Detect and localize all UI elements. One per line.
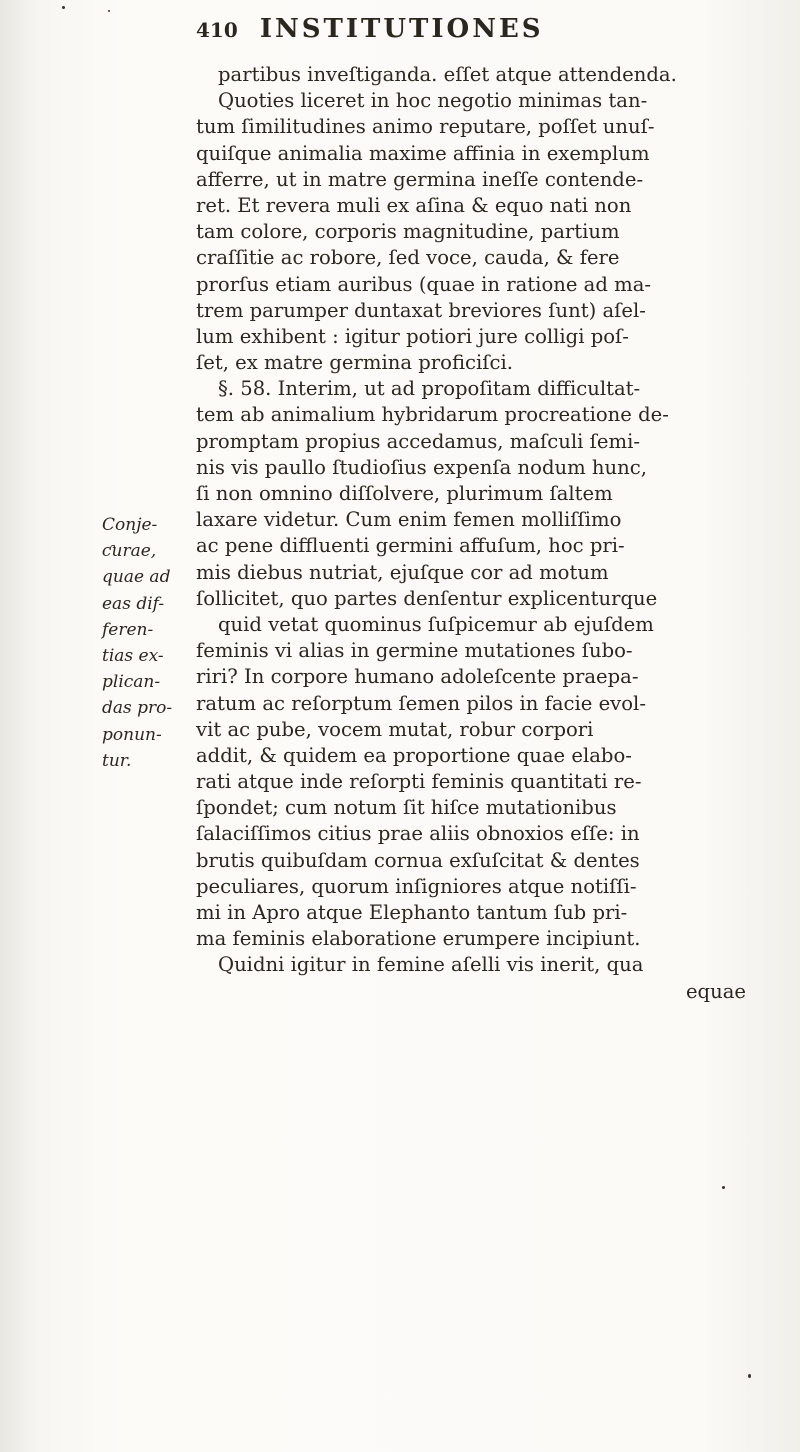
page-number: 410 xyxy=(196,18,238,42)
text-line: ſalaciſſimos citius prae aliis obnoxios eſſe: in xyxy=(196,822,640,846)
text-line: ratum ac reſorptum ſemen pilos in facie evol- xyxy=(196,691,646,715)
margin-note-line: tias ex- xyxy=(102,645,164,666)
text-line: partibus inveſtiganda. eſſet atque attendenda. xyxy=(218,63,677,86)
text-line: prorſus etiam auribus (quae in ratione ad ma- xyxy=(196,272,652,296)
margin-note-line: ponun- xyxy=(102,724,162,745)
ink-speck xyxy=(108,10,110,12)
text-line: mis diebus nutriat, ejuſque cor ad motum xyxy=(196,560,609,584)
text-line: quid vetat quominus ſuſpicemur ab ejuſdem xyxy=(218,612,654,636)
ink-speck xyxy=(748,1374,751,1378)
running-title: INSTITUTIONES xyxy=(259,14,544,44)
text-line: mi in Apro atque Elephanto tantum ſub pri- xyxy=(196,901,628,924)
margin-note-line: ƈurae, xyxy=(102,541,157,562)
margin-note xyxy=(102,512,192,774)
text-line: peculiares, quorum inſigniores atque notiſſi- xyxy=(196,874,637,898)
text-line: ac pene diffluenti germini affuſum, hoc pri- xyxy=(196,534,625,558)
catchword: equae xyxy=(685,979,746,1003)
text-line: craſſitie ac robore, ſed voce, cauda, & fere xyxy=(196,246,620,270)
text-line: feminis vi alias in germine mutationes ſubo- xyxy=(196,639,633,663)
text-line: ret. Et revera muli ex aſina & equo nati non xyxy=(196,193,632,217)
text-line: lum exhibent : igitur potiori jure colligi poſ- xyxy=(196,324,629,348)
text-line: laxare videtur. Cum enim femen molliſſimo xyxy=(196,508,622,532)
text-line: tum ſimilitudines animo reputare, poſſet unuſ- xyxy=(196,115,655,139)
text-line: tam colore, corporis magnitudine, partium xyxy=(196,220,620,244)
ink-speck xyxy=(722,1186,725,1189)
text-line: afferre, ut in matre germina ineſſe contende- xyxy=(196,167,644,191)
margin-note-line: tur. xyxy=(102,750,132,771)
text-line: promptam propius accedamus, maſculi ſemi- xyxy=(196,429,640,453)
margin-note-line: das pro- xyxy=(102,698,173,719)
text-line: Quoties liceret in hoc negotio minimas tan- xyxy=(218,89,648,113)
text-line: Quidni igitur in femine aſelli vis inerit, qua xyxy=(218,953,644,977)
text-line: ſpondet; cum notum ſit hiſce mutationibus xyxy=(196,796,617,820)
text-line: quiſque animalia maxime affinia in exemplum xyxy=(196,141,650,165)
paragraph-start-line: §. 58. Interim, ut ad propoſitam difficultat- xyxy=(218,377,641,401)
text-line: vit ac pube, vocem mutat, robur corpori xyxy=(196,717,594,741)
text-line: addit, & quidem ea proportione quae elabo- xyxy=(196,743,632,767)
text-line: ma feminis elaboratione erumpere incipiunt. xyxy=(196,927,641,951)
text-line: riri? In corpore humano adoleſcente praepa- xyxy=(196,665,639,689)
body-text xyxy=(196,62,756,1005)
text-line: trem parumper duntaxat breviores ſunt) aſel- xyxy=(196,298,646,322)
margin-note-line: feren- xyxy=(102,619,154,640)
margin-note-line: eas dif- xyxy=(102,593,165,614)
margin-note-line: plican- xyxy=(102,672,161,693)
text-line: rati atque inde reſorpti feminis quantitati re- xyxy=(196,770,642,794)
ink-speck xyxy=(62,6,65,9)
running-header xyxy=(196,14,736,44)
text-line: tem ab animalium hybridarum procreatione de- xyxy=(196,403,669,427)
text-line: ſet, ex matre germina proficiſci. xyxy=(196,351,513,375)
margin-note-line: quae ad xyxy=(102,567,171,588)
text-line: ſi non omnino diſſolvere, plurimum ſaltem xyxy=(196,482,613,505)
text-line: nis vis paullo ſtudioſius expenſa nodum hunc, xyxy=(196,455,647,479)
margin-note-line: Conje- xyxy=(102,515,158,535)
text-line: ſollicitet, quo partes denſentur explicenturque xyxy=(196,586,658,610)
text-line: brutis quibuſdam cornua exſuſcitat & dentes xyxy=(196,848,640,872)
